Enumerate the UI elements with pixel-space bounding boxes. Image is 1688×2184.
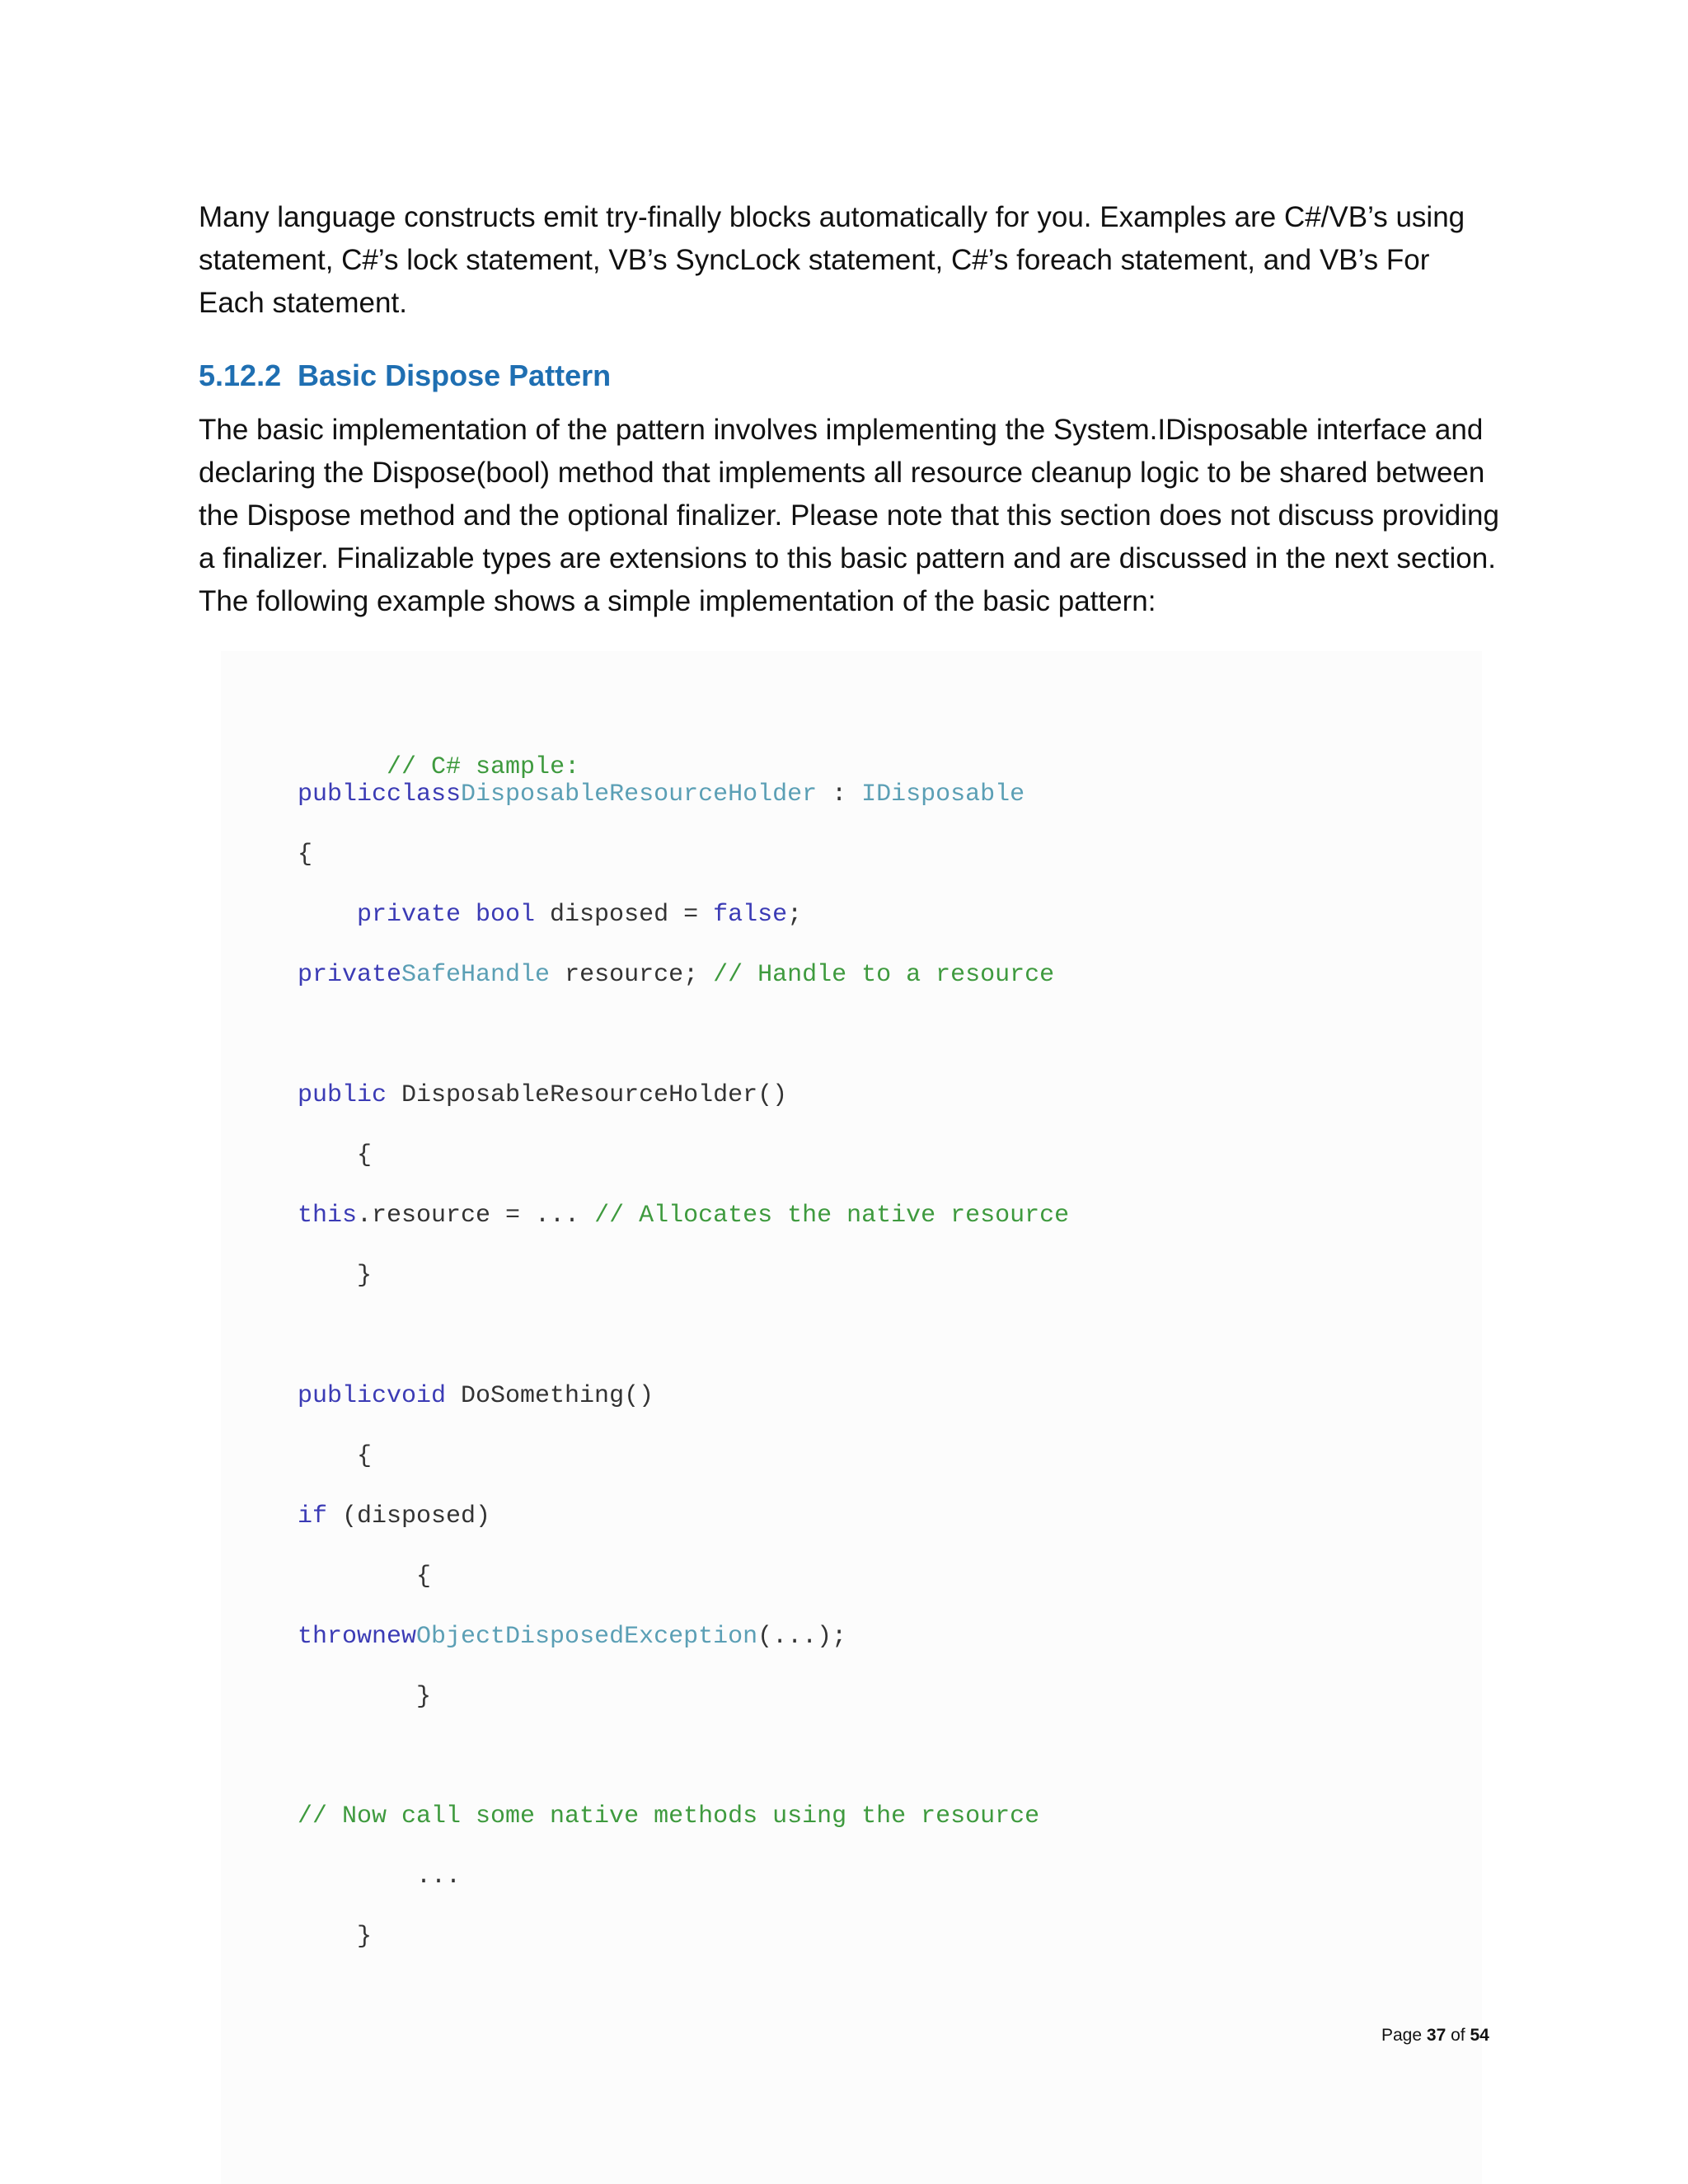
section-number: 5.12.2: [199, 359, 282, 392]
code-line-ctor-open-brace: {: [357, 1141, 373, 1169]
page-total: 54: [1470, 2026, 1489, 2045]
code-line-throw-statement: thrownewObjectDisposedException(...);: [298, 1623, 847, 1651]
section-heading: [199, 356, 611, 396]
code-line-class-open-brace: {: [298, 841, 313, 869]
page-label: Page: [1381, 2026, 1427, 2045]
code-block-background: [221, 651, 1482, 2184]
code-line-if-close-brace: }: [416, 1683, 432, 1711]
code-line-native-comment: // Now call some native methods using the resource: [298, 1802, 1040, 1830]
section-title: Basic Dispose Pattern: [298, 359, 612, 392]
code-line-constructor: public DisposableResourceHolder(): [298, 1081, 788, 1109]
page-current: 37: [1426, 2026, 1447, 2045]
page-number-footer: [1381, 2023, 1489, 2048]
intro-paragraph: Many language constructs emit try-finally blocks automatically for you. Examples are C#/VB’s using statement, C#’s lock statement, VB’s SyncLock statement, C#’s foreach statement, and VB’s For Each statement.: [199, 201, 1465, 319]
body-paragraph: The basic implementation of the pattern involves implementing the System.IDisposable interface and declaring the Dispose(bool) method that implements all resource cleanup logic to be shared between the Dispose method and the optional finalizer. Please note that this section does not discuss providing a finalizer. Finalizable types are extensions to this basic pattern and are discussed in the next section. The following example shows a simple implementation of the basic pattern:: [199, 414, 1499, 617]
code-line-if-open-brace: {: [416, 1563, 432, 1591]
code-line-method-open-brace: {: [357, 1442, 373, 1470]
code-line-if-statement: if (disposed): [298, 1502, 491, 1530]
code-line-ellipsis: ...: [416, 1863, 462, 1891]
code-line-disposed-field: private bool disposed = false;: [357, 901, 803, 929]
code-line-ctor-close-brace: }: [357, 1262, 373, 1290]
of-label: of: [1446, 2026, 1470, 2045]
code-line-comment-sample: // C# sample:: [387, 753, 580, 781]
code-line-ctor-assignment: this.resource = ... // Allocates the native resource: [298, 1202, 1070, 1230]
code-line-method-declaration: publicvoid DoSomething(): [298, 1382, 654, 1410]
code-line-class-declaration: publicclassDisposableResourceHolder : IDisposable: [298, 780, 1025, 808]
code-line-method-close-brace: }: [357, 1923, 373, 1951]
code-line-resource-field: privateSafeHandle resource; // Handle to a resource: [298, 961, 1055, 989]
